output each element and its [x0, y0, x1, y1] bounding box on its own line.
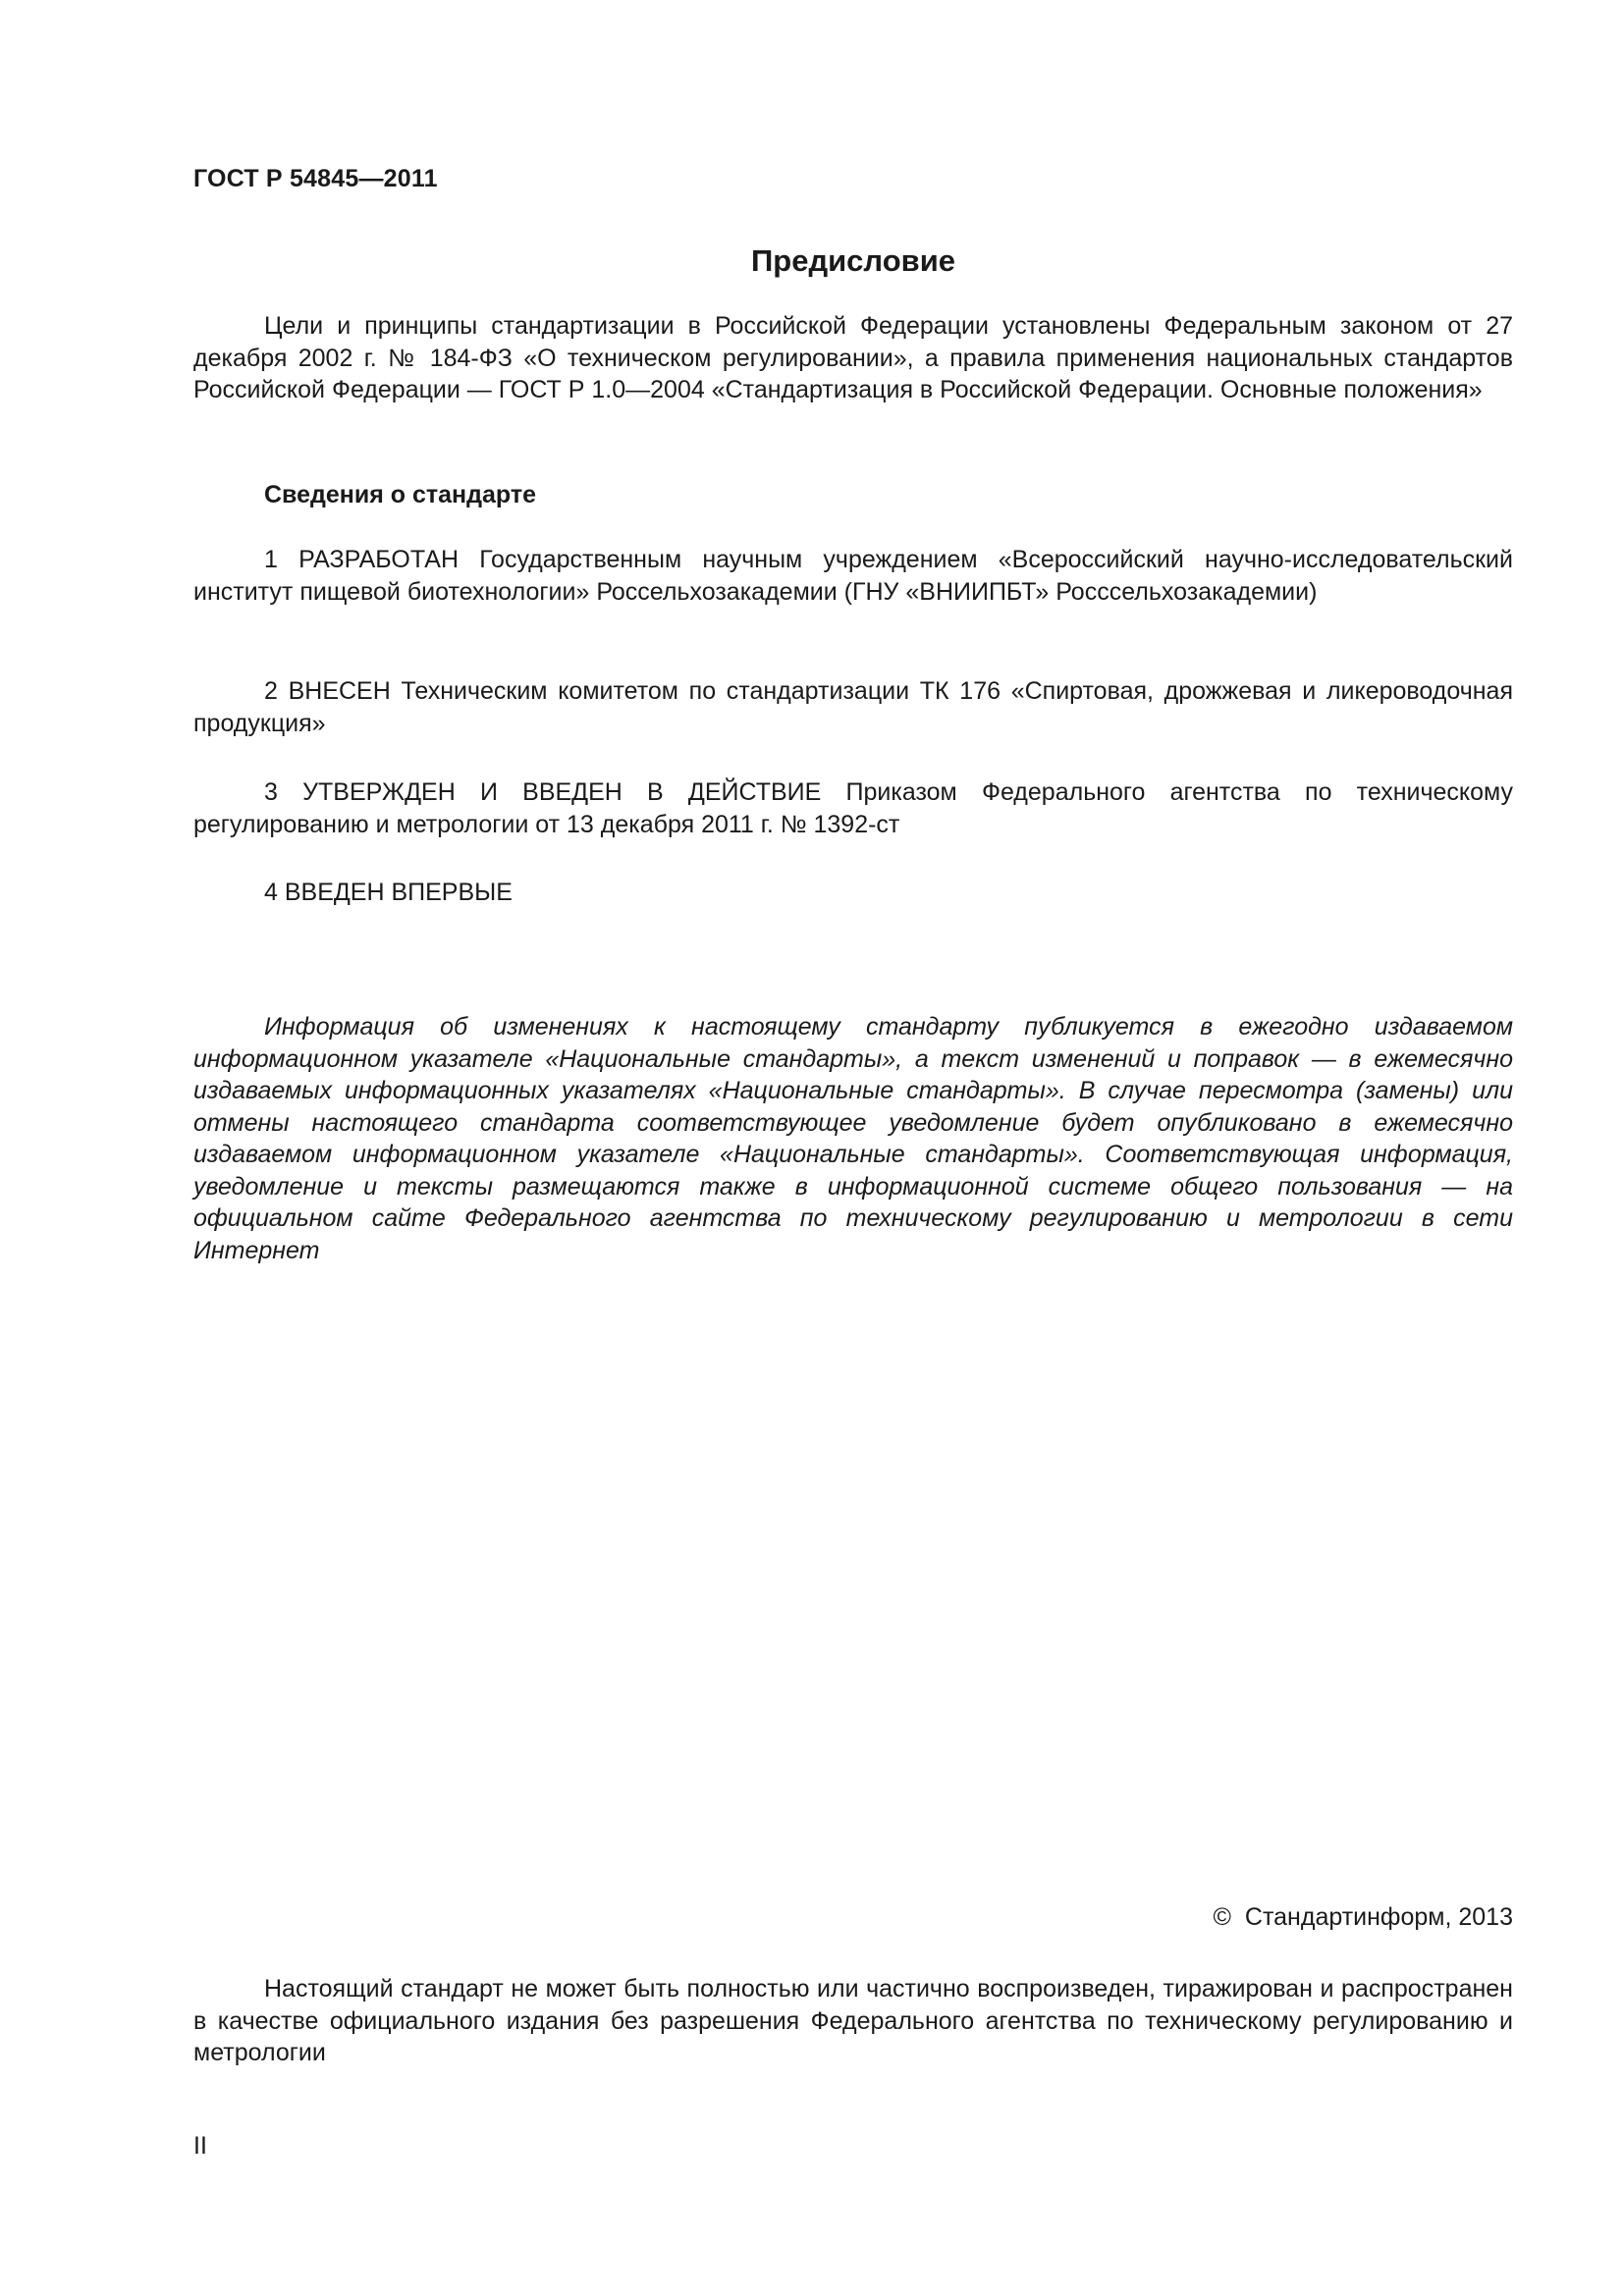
reproduction-notice: Настоящий стандарт не может быть полностью или частично воспроизведен, тиражирован и распространен в качестве официального издания без разрешения Федерального агентства по техническому регулированию и метрологии: [193, 1975, 1513, 2066]
info-item-4: 4 ВВЕДЕН ВПЕРВЫЕ: [264, 879, 513, 906]
info-item-3: 3 УТВЕРЖДЕН И ВВЕДЕН В ДЕЙСТВИЕ Приказом Федерального агентства по техническому регулированию и метрологии от 13 декабря 2011 г. № 1392-ст: [193, 778, 1513, 838]
info-heading: Сведения о стандарте: [264, 481, 537, 508]
info-item-2: 2 ВНЕСЕН Техническим комитетом по стандартизации ТК 176 «Спиртовая, дрожжевая и ликероводочная продукция»: [193, 677, 1513, 737]
page-title: Предисловие: [750, 243, 955, 278]
document-id: ГОСТ Р 54845—2011: [193, 165, 438, 192]
copyright-line: [1214, 1901, 1514, 1933]
copyright-text: Стандартинформ, 2013: [1244, 1903, 1513, 1931]
copyright-symbol: ©: [1213, 1903, 1231, 1931]
change-notice-paragraph: Информация об изменениях к настоящему стандарту публикуется в ежегодно издаваемом информационном указателе «Национальные стандарты», а текст изменений и поправок — в ежемесячно издаваемых информационных указателях «Национальные стандарты». В случае пересмотра (замены) или отмены настоящего стандарта соответствующее уведомление будет опубликовано в ежемесячно издаваемом информационном указателе «Национальные стандарты». Соответствующая информация, уведомление и тексты размещаются также в информационной системе общего пользования — на официальном сайте Федерального агентства по техническому регулированию и метрологии в сети Интернет: [193, 1013, 1513, 1264]
info-item-1: 1 РАЗРАБОТАН Государственным научным учреждением «Всероссийский научно-исследовательский институт пищевой биотехнологии» Россельхозакадемии (ГНУ «ВНИИПБТ» Росссельхозакадемии): [193, 546, 1513, 606]
intro-paragraph: Цели и принципы стандартизации в Российской Федерации установлены Федеральным законом от 27 декабря 2002 г. № 184-ФЗ «О техническом регулировании», а правила применения национальных стандартов Российской Федерации — ГОСТ Р 1.0—2004 «Стандартизация в Российской Федерации. Основные положения»: [193, 312, 1513, 403]
page-number: II: [193, 2132, 207, 2160]
